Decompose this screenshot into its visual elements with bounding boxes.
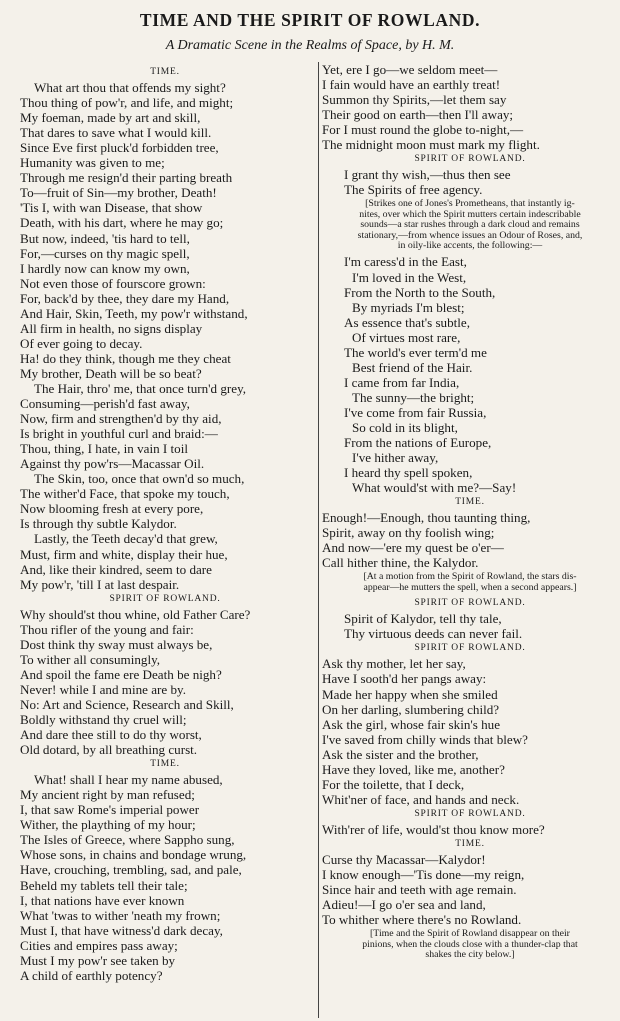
verse-line: I hardly now can know my own,	[20, 260, 190, 276]
verse-line: Thou rifler of the young and fair:	[20, 621, 194, 637]
verse-line: Summon thy Spirits,—let them say	[322, 92, 507, 108]
verse-line: Death, with his dart, where he may go;	[20, 215, 224, 231]
speaker-heading: SPIRIT OF ROWLAND.	[414, 154, 526, 165]
verse-line: I'm loved in the West,	[352, 269, 467, 285]
speaker-heading: SPIRIT OF ROWLAND.	[414, 808, 526, 819]
verse-line: Boldly withstand thy cruel will;	[20, 712, 187, 728]
verse-line: What would'st with me?—Say!	[352, 480, 517, 496]
verse-line: Consuming—perish'd fast away,	[20, 396, 190, 412]
stage-direction-line: stationary,—from whence issues an Odour of Roses, and,	[357, 229, 583, 241]
verse-line: And spoil the fame ere Death be nigh?	[20, 666, 222, 682]
verse-line: And Hair, Skin, Teeth, my pow'r withstand,	[20, 305, 248, 321]
stage-direction-line: in oily-like accents, the following:—	[397, 240, 543, 252]
verse-line: What art thou that offends my sight?	[34, 80, 226, 96]
stage-direction	[322, 199, 618, 251]
verse-line: Through me resign'd their parting breath	[20, 170, 233, 186]
verse-line: Thy virtuous deeds can never fail.	[344, 626, 523, 642]
verse-line: As essence that's subtle,	[344, 314, 470, 330]
verse-line: For I must round the globe to-night,—	[322, 122, 524, 138]
verse-line: Their good on earth—then I'll away;	[322, 107, 514, 123]
stage-direction-line: appear—he mutters the spell, when a second appears.]	[363, 581, 577, 593]
poem-subtitle: A Dramatic Scene in the Realms of Space, by H. M.	[165, 38, 455, 53]
verse-line: With'rer of life, would'st thou know more?	[322, 821, 545, 837]
verse-line: Cities and empires pass away;	[20, 937, 178, 953]
verse-line: Spirit of Kalydor, tell thy tale,	[344, 611, 502, 627]
verse-line: For,—curses on thy magic spell,	[20, 245, 190, 261]
verse-line: And dare thee still to do thy worst,	[20, 727, 202, 743]
verse-line: Made her happy when she smiled	[322, 686, 498, 702]
verse-line: For, back'd by thee, they dare my Hand,	[20, 290, 230, 306]
verse-line: My foeman, made by art and skill,	[20, 110, 201, 126]
verse-line: Of ever going to decay.	[20, 335, 143, 351]
verse-line: Call hither thine, the Kalydor.	[322, 555, 479, 571]
poem-title: TIME AND THE SPIRIT OF ROWLAND.	[139, 10, 481, 30]
verse-line: Of virtues most rare,	[352, 329, 461, 345]
verse-line: Ask the girl, whose fair skin's hue	[322, 716, 501, 732]
verse-line: Wither, the plaything of my hour;	[20, 817, 196, 833]
verse-line: My brother, Death will be so beat?	[20, 365, 202, 381]
verse-line: I'm caress'd in the East,	[344, 254, 467, 270]
verse-line: I fain would have an earthly treat!	[322, 77, 501, 93]
verse-line: But now, indeed, 'tis hard to tell,	[20, 230, 190, 246]
verse-line: For the toilette, that I deck,	[322, 776, 465, 792]
verse-line: Spirit, away on thy foolish wing;	[322, 525, 495, 541]
verse-line: Why should'st thou whine, old Father Care?	[20, 606, 251, 622]
verse-line: Adieu!—I go o'er sea and land,	[322, 897, 486, 913]
stage-direction-line: nites, over which the Spirit mutters certain indescribable	[359, 208, 581, 220]
speaker-heading: SPIRIT OF ROWLAND.	[109, 593, 221, 604]
verse-line: And, like their kindred, seem to dare	[20, 561, 212, 577]
verse-line: To wither all consumingly,	[20, 651, 161, 667]
speaker-heading: TIME.	[455, 839, 485, 849]
verse-line: So cold in its blight,	[352, 419, 458, 435]
verse-line: Is through thy subtle Kalydor.	[20, 516, 177, 532]
verse-line: I, that nations have ever known	[20, 892, 185, 908]
verse-line: The sunny—the bright;	[352, 389, 475, 405]
stage-direction-line: [Strikes one of Jones's Prometheans, that instantly ig-	[365, 198, 575, 210]
verse-line: From the nations of Europe,	[344, 435, 492, 451]
verse-line: Old dotard, by all breathing curst.	[20, 742, 198, 758]
verse-line: From the North to the South,	[344, 284, 496, 300]
verse-line: Beheld my tablets tell their tale;	[20, 877, 188, 893]
speaker-heading: SPIRIT OF ROWLAND.	[414, 643, 526, 654]
verse-line: Whose sons, in chains and bondage wrung,	[20, 847, 247, 863]
verse-line: Ask the sister and the brother,	[322, 746, 479, 762]
verse-line: Must, firm and white, display their hue,	[20, 546, 228, 562]
verse-line: I've saved from chilly winds that blew?	[322, 731, 528, 747]
verse-line: That dares to save what I would kill.	[20, 125, 212, 141]
verse-line: Ask thy mother, let her say,	[322, 656, 466, 672]
verse-line: And now—'ere my quest be o'er—	[322, 540, 504, 556]
verse-line: The Isles of Greece, where Sappho sung,	[20, 832, 235, 848]
stage-direction	[322, 929, 618, 960]
verse-line: Thou, thing, I hate, in vain I toil	[20, 441, 189, 457]
left-column	[20, 65, 310, 983]
verse-line: What! shall I hear my name abused,	[34, 772, 223, 788]
verse-line: Dost think thy sway must always be,	[20, 636, 213, 652]
verse-line: Against thy pow'rs—Macassar Oil.	[20, 456, 205, 472]
verse-line: Ha! do they think, though me they cheat	[20, 350, 231, 366]
verse-line: To—fruit of Sin—my brother, Death!	[20, 185, 217, 201]
verse-line: The Hair, thro' me, that once turn'd grey,	[34, 380, 247, 396]
stage-direction-line: [Time and the Spirit of Rowland disappear on their	[370, 928, 570, 940]
verse-line: My ancient right by man refused;	[20, 787, 195, 803]
verse-line: The midnight moon must mark my flight.	[322, 137, 540, 153]
verse-line: To whither where there's no Rowland.	[322, 912, 522, 928]
speaker-heading: SPIRIT OF ROWLAND.	[414, 598, 526, 609]
verse-line: My pow'r, 'till I at last despair.	[20, 576, 180, 592]
verse-line: A child of earthly potency?	[20, 967, 163, 983]
verse-line: Humanity was given to me;	[20, 155, 165, 171]
verse-line: Have, crouching, trembling, sad, and pale,	[20, 862, 242, 878]
verse-line: I grant thy wish,—thus then see	[344, 167, 511, 183]
verse-line: Yet, ere I go—we seldom meet—	[322, 62, 498, 77]
speaker-heading: TIME.	[455, 497, 485, 508]
stage-direction-line: [At a motion from the Spirit of Rowland, the stars dis-	[363, 571, 577, 583]
verse-line: All firm in health, no signs display	[20, 320, 203, 336]
verse-line: Since Eve first pluck'd forbidden tree,	[20, 140, 219, 156]
stage-direction-line: sounds—a star rushes through a dark cloud and remains	[360, 219, 580, 231]
verse-line: Have they loved, like me, another?	[322, 761, 505, 777]
verse-line: I've come from fair Russia,	[344, 404, 487, 420]
verse-line: Since hair and teeth with age remain.	[322, 882, 517, 898]
verse-line: No: Art and Science, Research and Skill,	[20, 696, 234, 712]
verse-line: Thou thing of pow'r, and life, and might;	[20, 95, 234, 111]
verse-line: Whit'ner of face, and hands and neck.	[322, 791, 520, 807]
verse-line: The Spirits of free agency.	[344, 182, 483, 198]
verse-line: The world's ever term'd me	[344, 344, 487, 360]
verse-line: On her darling, slumbering child?	[322, 701, 500, 717]
verse-line: I know enough—'Tis done—my reign,	[322, 867, 525, 883]
verse-line: I, that saw Rome's imperial power	[20, 802, 200, 818]
verse-line: Is bright in youthful curl and braid:—	[20, 426, 218, 442]
verse-line: Must I, that have witness'd dark decay,	[20, 922, 223, 938]
verse-line: The wither'd Face, that spoke my touch,	[20, 486, 230, 502]
verse-line: What 'twas to wither 'neath my frown;	[20, 907, 221, 923]
stage-direction	[322, 572, 618, 593]
verse-line: The Skin, too, once that own'd so much,	[34, 471, 245, 487]
verse-line: Best friend of the Hair.	[352, 359, 473, 375]
verse-line: I heard thy spell spoken,	[344, 465, 473, 481]
stage-direction-line: shakes the city below.]	[425, 949, 515, 961]
speaker-heading: TIME.	[150, 759, 180, 770]
verse-line: 'Tis I, with wan Disease, that show	[20, 200, 203, 216]
verse-line: Now blooming fresh at every pore,	[20, 501, 204, 517]
verse-line: Lastly, the Teeth decay'd that grew,	[34, 531, 218, 547]
verse-line: I came from far India,	[344, 374, 460, 390]
right-column	[318, 62, 618, 1018]
verse-line: Enough!—Enough, thou taunting thing,	[322, 510, 531, 526]
verse-line: Not even those of fourscore grown:	[20, 275, 206, 291]
verse-line: Now, firm and strengthen'd by thy aid,	[20, 411, 222, 427]
verse-line: Never! while I and mine are by.	[20, 681, 187, 697]
verse-line: By myriads I'm blest;	[352, 299, 465, 315]
verse-line: Must I my pow'r see taken by	[20, 952, 176, 968]
speaker-heading: TIME.	[150, 67, 180, 77]
verse-line: I've hither away,	[352, 450, 439, 466]
stage-direction-line: pinions, when the clouds close with a thunder-clap that	[362, 938, 578, 950]
verse-line: Curse thy Macassar—Kalydor!	[322, 852, 486, 868]
verse-line: Have I sooth'd her pangs away:	[322, 671, 487, 687]
